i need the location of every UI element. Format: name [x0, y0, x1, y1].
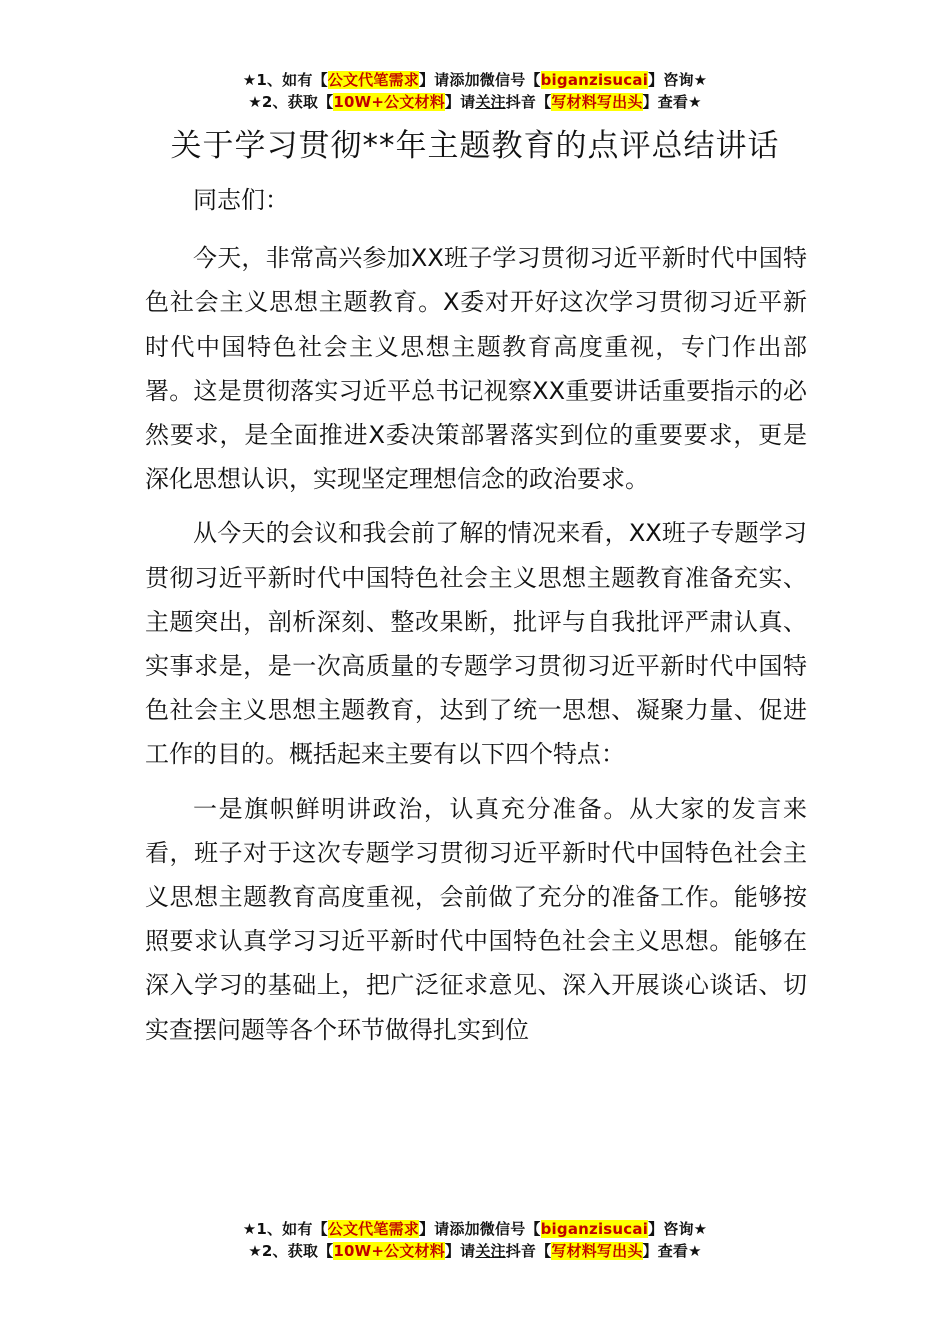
top-promo-banner: [0, 69, 950, 113]
bottom-promo-banner: [0, 1218, 950, 1262]
promo-line-1: [0, 1218, 950, 1240]
promo-text: 】请: [444, 93, 476, 111]
promo-text: 】请: [444, 1242, 476, 1260]
promo-text: 】咨询★: [648, 71, 708, 89]
promo-line-2: [0, 91, 950, 113]
promo-text: ★1、如有【: [242, 71, 328, 89]
promo-text: 】请添: [418, 1220, 465, 1238]
document-body: [145, 178, 807, 1062]
promo-highlight: 10W+公文材料: [333, 93, 445, 111]
promo-text: ★1、如有【: [242, 1220, 328, 1238]
promo-emphasis: 关注: [475, 1242, 506, 1260]
promo-highlight: 公文代笔需求: [327, 1220, 419, 1238]
promo-line-1: [0, 69, 950, 91]
document-title: 关于学习贯彻**年主题教育的点评总结讲话: [170, 128, 780, 164]
promo-text: 】咨询★: [648, 1220, 708, 1238]
promo-text: 】查看★: [642, 1242, 702, 1260]
promo-text: 】查看★: [642, 93, 702, 111]
promo-wechat-id: biganzisucai: [540, 1220, 649, 1238]
promo-text: 抖音【: [505, 93, 552, 111]
promo-text: 微信号【: [479, 1220, 541, 1238]
promo-emphasis: 关注: [475, 93, 506, 111]
promo-douyin-id: 写材料写出头: [551, 1242, 643, 1260]
paragraph-1: 今天，非常高兴参加XX班子学习贯彻习近平新时代中国特色社会主义思想主题教育。X委对开好这次学习贯彻习近平新时代中国特色社会主义思想主题教育高度重视，专门作出部署。这是贯彻落实习近平总书记视察XX重要讲话重要指示的必然要求，是全面推进X委决策部署落实到位的重要要求，更是深化思想认识，实现坚定理想信念的政治要求。: [145, 244, 807, 494]
promo-text: ★2、获取【: [248, 93, 334, 111]
promo-text: 微信号【: [479, 71, 541, 89]
promo-douyin-id: 写材料写出头: [551, 93, 643, 111]
promo-wechat-id: biganzisucai: [540, 71, 649, 89]
paragraph-2: 从今天的会议和我会前了解的情况来看，XX班子专题学习贯彻习近平新时代中国特色社会主义思想主题教育准备充实、主题突出，剖析深刻、整改果断，批评与自我批评严肃认真、实事求是，是一次高质量的专题学习贯彻习近平新时代中国特色社会主义思想主题教育，达到了统一思想、凝聚力量、促进工作的目的。概括起来主要有以下四个特点：: [145, 519, 807, 769]
promo-emphasis: 加: [464, 1220, 480, 1238]
promo-highlight: 公文代笔需求: [327, 71, 419, 89]
promo-text: 】请添: [418, 71, 465, 89]
paragraph-3: 一是旗帜鲜明讲政治，认真充分准备。从大家的发言来看，班子对于这次专题学习贯彻习近平新时代中国特色社会主义思想主题教育高度重视，会前做了充分的准备工作。能够按照要求认真学习习近平新时代中国特色社会主义思想。能够在深入学习的基础上，把广泛征求意见、深入开展谈心谈话、切实查摆问题等各个环节做得扎实到位: [145, 794, 807, 1044]
promo-text: 抖音【: [505, 1242, 552, 1260]
promo-highlight: 10W+公文材料: [333, 1242, 445, 1260]
promo-text: ★2、获取【: [248, 1242, 334, 1260]
promo-emphasis: 加: [464, 71, 480, 89]
greeting: 同志们：: [193, 186, 289, 214]
promo-line-2: [0, 1240, 950, 1262]
